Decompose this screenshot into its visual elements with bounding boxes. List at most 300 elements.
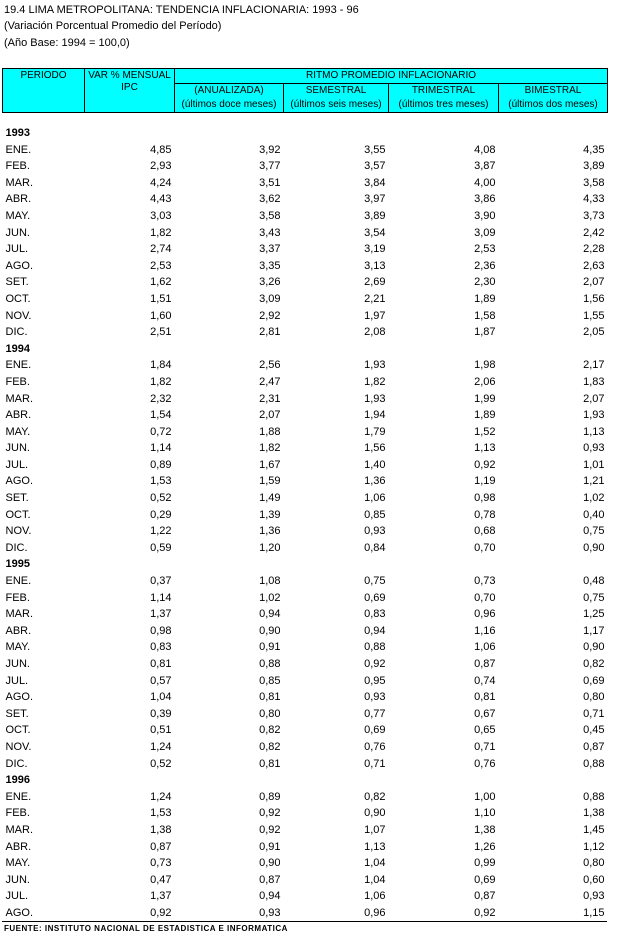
table-row bbox=[3, 208, 608, 225]
value-cell: 1,98 bbox=[474, 359, 496, 372]
value-cell: 2,93 bbox=[150, 160, 172, 173]
table-row bbox=[3, 158, 608, 175]
value-cell: 1,37 bbox=[150, 890, 172, 903]
value-cell: 0,40 bbox=[583, 508, 605, 521]
value-cell: 3,57 bbox=[364, 160, 386, 173]
value-cell: 2,06 bbox=[474, 375, 496, 388]
year-label: 1993 bbox=[5, 127, 30, 139]
value-cell: 0,77 bbox=[364, 707, 386, 720]
value-cell: 1,97 bbox=[364, 309, 386, 322]
value-cell: 0,80 bbox=[259, 707, 281, 720]
value-cell: 2,63 bbox=[583, 259, 605, 272]
value-cell: 3,62 bbox=[259, 193, 281, 206]
value-cell: 1,00 bbox=[474, 790, 496, 803]
header-var-mensual bbox=[85, 69, 175, 113]
value-cell: 3,84 bbox=[364, 176, 386, 189]
value-cell: 0,85 bbox=[259, 674, 281, 687]
value-cell: 1,67 bbox=[259, 458, 281, 471]
value-cell: 0,87 bbox=[259, 873, 281, 886]
table-row bbox=[3, 639, 608, 656]
value-cell: 1,38 bbox=[474, 823, 496, 836]
table-row bbox=[3, 407, 608, 424]
value-cell: 0,88 bbox=[364, 641, 386, 654]
value-cell: 0,89 bbox=[150, 458, 172, 471]
table-row bbox=[3, 656, 608, 673]
value-cell: 1,36 bbox=[364, 475, 386, 488]
value-cell: 0,81 bbox=[474, 691, 496, 704]
value-cell: 0,87 bbox=[474, 658, 496, 670]
value-cell: 1,13 bbox=[583, 425, 605, 438]
month-cell: MAR. bbox=[5, 608, 33, 621]
value-cell: 1,49 bbox=[259, 492, 281, 505]
month-cell: AGO. bbox=[5, 906, 34, 919]
table-row bbox=[3, 888, 608, 905]
month-cell: JUN. bbox=[5, 873, 30, 886]
value-cell: 2,08 bbox=[364, 326, 386, 339]
source-footer: FUENTE: INSTITUTO NACIONAL DE ESTADISTICA E INFORMATICA bbox=[4, 924, 288, 933]
month-cell: SET. bbox=[5, 276, 29, 289]
value-cell: 0,76 bbox=[474, 757, 496, 770]
value-cell: 2,31 bbox=[259, 392, 281, 405]
table-row bbox=[3, 855, 608, 872]
value-cell: 0,60 bbox=[583, 873, 605, 886]
table-row bbox=[3, 805, 608, 822]
value-cell: 0,90 bbox=[259, 624, 281, 637]
table-row bbox=[3, 291, 608, 308]
value-cell: 0,87 bbox=[150, 840, 172, 853]
value-cell: 3,09 bbox=[259, 292, 281, 305]
value-cell: 1,52 bbox=[474, 425, 496, 438]
value-cell: 1,04 bbox=[364, 857, 386, 870]
spacer-row bbox=[3, 113, 608, 126]
month-cell: OCT. bbox=[5, 508, 31, 521]
value-cell: 1,24 bbox=[150, 790, 172, 803]
month-cell: ENE. bbox=[5, 143, 32, 156]
value-cell: 0,82 bbox=[583, 658, 605, 670]
table-row bbox=[3, 191, 608, 208]
value-cell: 0,70 bbox=[474, 591, 496, 604]
value-cell: 3,58 bbox=[583, 176, 605, 189]
value-cell: 1,38 bbox=[583, 807, 605, 820]
value-cell: 0,91 bbox=[259, 840, 281, 853]
value-cell: 0,83 bbox=[150, 641, 172, 654]
value-cell: 1,02 bbox=[259, 591, 281, 604]
value-cell: 0,70 bbox=[474, 541, 496, 554]
table-row bbox=[3, 308, 608, 325]
value-cell: 3,37 bbox=[259, 243, 281, 256]
month-cell: NOV. bbox=[5, 740, 32, 753]
value-cell: 1,53 bbox=[150, 475, 172, 488]
value-cell: 0,81 bbox=[259, 757, 281, 770]
table-row bbox=[3, 839, 608, 856]
value-cell: 0,90 bbox=[364, 807, 386, 820]
value-cell: 1,60 bbox=[150, 309, 172, 322]
value-cell: 1,10 bbox=[474, 807, 496, 820]
value-cell: 0,93 bbox=[583, 442, 605, 455]
value-cell: 0,69 bbox=[364, 591, 386, 604]
value-cell: 0,83 bbox=[364, 608, 386, 621]
month-cell: JUN. bbox=[5, 442, 30, 455]
value-cell: 1,62 bbox=[150, 276, 172, 289]
value-cell: 1,89 bbox=[474, 292, 496, 305]
table-row bbox=[3, 324, 608, 341]
value-cell: 0,69 bbox=[474, 873, 496, 886]
value-cell: 1,51 bbox=[150, 292, 172, 305]
value-cell: 0,92 bbox=[259, 807, 281, 820]
table-row bbox=[3, 490, 608, 507]
value-cell: 1,40 bbox=[364, 458, 386, 471]
value-cell: 3,73 bbox=[583, 209, 605, 222]
value-cell: 0,37 bbox=[150, 575, 172, 588]
header-bimestral-sub: (últimos dos meses) bbox=[499, 98, 608, 113]
value-cell: 1,82 bbox=[259, 442, 281, 455]
value-cell: 0,75 bbox=[583, 525, 605, 538]
value-cell: 0,88 bbox=[259, 658, 281, 670]
value-cell: 2,47 bbox=[259, 375, 281, 388]
value-cell: 1,07 bbox=[364, 823, 386, 836]
value-cell: 0,88 bbox=[583, 790, 605, 803]
value-cell: 0,92 bbox=[474, 906, 496, 919]
month-cell: JUL. bbox=[5, 674, 29, 687]
month-cell: DIC. bbox=[5, 326, 28, 339]
value-cell: 1,21 bbox=[583, 475, 605, 488]
value-cell: 1,55 bbox=[583, 309, 605, 322]
month-cell: AGO. bbox=[5, 691, 34, 704]
value-cell: 0,95 bbox=[364, 674, 386, 687]
month-cell: NOV. bbox=[5, 309, 32, 322]
value-cell: 1,79 bbox=[364, 425, 386, 438]
value-cell: 0,29 bbox=[150, 508, 172, 521]
value-cell: 2,28 bbox=[583, 243, 605, 256]
value-cell: 0,82 bbox=[259, 740, 281, 753]
value-cell: 1,13 bbox=[474, 442, 496, 455]
table-row bbox=[3, 424, 608, 441]
table-title: 19.4 LIMA METROPOLITANA: TENDENCIA INFLACIONARIA: 1993 - 96 bbox=[4, 4, 359, 16]
month-cell: AGO. bbox=[5, 259, 34, 272]
value-cell: 1,93 bbox=[583, 409, 605, 422]
value-cell: 3,55 bbox=[364, 143, 386, 156]
month-cell: ABR. bbox=[5, 840, 32, 853]
value-cell: 3,87 bbox=[474, 160, 496, 173]
value-cell: 0,81 bbox=[150, 658, 172, 670]
table-row bbox=[3, 822, 608, 839]
table-row bbox=[3, 905, 608, 922]
month-cell: MAR. bbox=[5, 823, 33, 836]
value-cell: 1,14 bbox=[150, 591, 172, 604]
value-cell: 0,93 bbox=[364, 691, 386, 704]
value-cell: 4,33 bbox=[583, 193, 605, 206]
value-cell: 0,92 bbox=[259, 823, 281, 836]
value-cell: 1,99 bbox=[474, 392, 496, 405]
header-semestral-sub: (últimos seis meses) bbox=[284, 98, 389, 113]
value-cell: 1,88 bbox=[259, 425, 281, 438]
value-cell: 0,52 bbox=[150, 492, 172, 505]
month-cell: ENE. bbox=[5, 575, 32, 588]
year-row bbox=[3, 341, 608, 358]
year-row bbox=[3, 556, 608, 573]
value-cell: 1,25 bbox=[583, 608, 605, 621]
value-cell: 1,54 bbox=[150, 409, 172, 422]
month-cell: ENE. bbox=[5, 359, 32, 372]
value-cell: 0,74 bbox=[474, 674, 496, 687]
header-semestral: SEMESTRAL bbox=[284, 84, 389, 99]
header-ipc-label: IPC bbox=[121, 82, 138, 93]
month-cell: MAY. bbox=[5, 425, 31, 438]
value-cell: 0,92 bbox=[150, 906, 172, 919]
header-trimestral: TRIMESTRAL bbox=[389, 84, 499, 99]
value-cell: 1,93 bbox=[364, 359, 386, 372]
value-cell: 0,80 bbox=[583, 857, 605, 870]
table-row bbox=[3, 357, 608, 374]
header-var-mensual-label: VAR % MENSUAL bbox=[88, 70, 171, 81]
value-cell: 3,13 bbox=[364, 259, 386, 272]
value-cell: 0,88 bbox=[583, 757, 605, 770]
value-cell: 3,86 bbox=[474, 193, 496, 206]
value-cell: 1,20 bbox=[259, 541, 281, 554]
value-cell: 1,08 bbox=[259, 575, 281, 588]
table-row bbox=[3, 872, 608, 889]
value-cell: 0,75 bbox=[364, 575, 386, 588]
value-cell: 2,51 bbox=[150, 326, 172, 339]
value-cell: 1,12 bbox=[583, 840, 605, 853]
value-cell: 2,21 bbox=[364, 292, 386, 305]
table-row bbox=[3, 606, 608, 623]
table-row bbox=[3, 274, 608, 291]
value-cell: 1,82 bbox=[364, 375, 386, 388]
value-cell: 0,51 bbox=[150, 724, 172, 737]
value-cell: 2,81 bbox=[259, 326, 281, 339]
footer-divider bbox=[2, 921, 607, 922]
value-cell: 3,77 bbox=[259, 160, 281, 173]
base-year-note: (Año Base: 1994 = 100,0) bbox=[4, 37, 130, 49]
value-cell: 1,06 bbox=[364, 492, 386, 505]
value-cell: 2,07 bbox=[259, 409, 281, 422]
year-label: 1996 bbox=[5, 774, 30, 787]
value-cell: 2,05 bbox=[583, 326, 605, 339]
month-cell: DIC. bbox=[5, 541, 28, 554]
value-cell: 1,83 bbox=[583, 375, 605, 388]
value-cell: 2,07 bbox=[583, 392, 605, 405]
value-cell: 1,19 bbox=[474, 475, 496, 488]
table-row bbox=[3, 739, 608, 756]
month-cell: JUL. bbox=[5, 243, 29, 256]
value-cell: 3,19 bbox=[364, 243, 386, 256]
month-cell: DIC. bbox=[5, 757, 28, 770]
value-cell: 2,56 bbox=[259, 359, 281, 372]
value-cell: 0,57 bbox=[150, 674, 172, 687]
value-cell: 3,90 bbox=[474, 209, 496, 222]
table-row bbox=[3, 507, 608, 524]
value-cell: 0,96 bbox=[364, 906, 386, 919]
value-cell: 3,92 bbox=[259, 143, 281, 156]
table-row bbox=[3, 722, 608, 739]
value-cell: 0,75 bbox=[583, 591, 605, 604]
value-cell: 0,59 bbox=[150, 541, 172, 554]
value-cell: 0,91 bbox=[259, 641, 281, 654]
value-cell: 0,68 bbox=[474, 525, 496, 538]
value-cell: 2,42 bbox=[583, 226, 605, 239]
table-row bbox=[3, 540, 608, 557]
value-cell: 3,58 bbox=[259, 209, 281, 222]
month-cell: NOV. bbox=[5, 525, 32, 538]
value-cell: 2,36 bbox=[474, 259, 496, 272]
month-cell: FEB. bbox=[5, 807, 30, 820]
value-cell: 0,71 bbox=[474, 740, 496, 753]
table-row bbox=[3, 225, 608, 242]
value-cell: 3,89 bbox=[364, 209, 386, 222]
table-row bbox=[3, 258, 608, 275]
table-row bbox=[3, 374, 608, 391]
value-cell: 4,43 bbox=[150, 193, 172, 206]
year-label: 1994 bbox=[5, 342, 30, 355]
value-cell: 0,67 bbox=[474, 707, 496, 720]
month-cell: JUN. bbox=[5, 658, 30, 670]
value-cell: 0,87 bbox=[474, 890, 496, 903]
value-cell: 1,13 bbox=[364, 840, 386, 853]
value-cell: 2,53 bbox=[474, 243, 496, 256]
value-cell: 0,94 bbox=[364, 624, 386, 637]
value-cell: 4,24 bbox=[150, 176, 172, 189]
value-cell: 0,90 bbox=[583, 641, 605, 654]
value-cell: 0,47 bbox=[150, 873, 172, 886]
value-cell: 1,56 bbox=[364, 442, 386, 455]
month-cell: ABR. bbox=[5, 193, 32, 206]
value-cell: 1,53 bbox=[150, 807, 172, 820]
month-cell: SET. bbox=[5, 707, 29, 720]
table-body bbox=[3, 113, 608, 922]
table-row bbox=[3, 573, 608, 590]
value-cell: 0,90 bbox=[259, 857, 281, 870]
value-cell: 2,74 bbox=[150, 243, 172, 256]
table-row bbox=[3, 142, 608, 159]
value-cell: 1,45 bbox=[583, 823, 605, 836]
value-cell: 3,03 bbox=[150, 209, 172, 222]
value-cell: 1,15 bbox=[583, 906, 605, 919]
value-cell: 1,06 bbox=[474, 641, 496, 654]
value-cell: 1,37 bbox=[150, 608, 172, 621]
value-cell: 0,96 bbox=[474, 608, 496, 621]
value-cell: 0,85 bbox=[364, 508, 386, 521]
value-cell: 1,14 bbox=[150, 442, 172, 455]
value-cell: 1,04 bbox=[364, 873, 386, 886]
value-cell: 1,87 bbox=[474, 326, 496, 339]
inflation-table bbox=[2, 68, 608, 922]
table-row bbox=[3, 473, 608, 490]
value-cell: 0,45 bbox=[583, 724, 605, 737]
month-cell: OCT. bbox=[5, 724, 31, 737]
value-cell: 4,08 bbox=[474, 143, 496, 156]
value-cell: 1,38 bbox=[150, 823, 172, 836]
value-cell: 3,09 bbox=[474, 226, 496, 239]
value-cell: 1,16 bbox=[474, 624, 496, 637]
value-cell: 1,01 bbox=[583, 458, 605, 471]
header-ritmo: RITMO PROMEDIO INFLACIONARIO bbox=[175, 69, 608, 84]
value-cell: 2,53 bbox=[150, 259, 172, 272]
value-cell: 0,92 bbox=[364, 658, 386, 670]
value-cell: 0,73 bbox=[474, 575, 496, 588]
value-cell: 3,35 bbox=[259, 259, 281, 272]
table-row bbox=[3, 706, 608, 723]
value-cell: 0,82 bbox=[364, 790, 386, 803]
value-cell: 1,82 bbox=[150, 226, 172, 239]
value-cell: 2,32 bbox=[150, 392, 172, 405]
header-anualizada-sub: (últimos doce meses) bbox=[175, 98, 284, 113]
value-cell: 1,56 bbox=[583, 292, 605, 305]
value-cell: 2,07 bbox=[583, 276, 605, 289]
value-cell: 3,51 bbox=[259, 176, 281, 189]
value-cell: 1,26 bbox=[474, 840, 496, 853]
value-cell: 0,98 bbox=[474, 492, 496, 505]
month-cell: JUN. bbox=[5, 226, 30, 239]
value-cell: 0,76 bbox=[364, 740, 386, 753]
value-cell: 0,71 bbox=[583, 707, 605, 720]
month-cell: FEB. bbox=[5, 591, 30, 604]
value-cell: 0,65 bbox=[474, 724, 496, 737]
value-cell: 0,48 bbox=[583, 575, 605, 588]
value-cell: 0,78 bbox=[474, 508, 496, 521]
value-cell: 0,69 bbox=[364, 724, 386, 737]
month-cell: MAY. bbox=[5, 857, 31, 870]
table-row bbox=[3, 673, 608, 690]
value-cell: 0,94 bbox=[259, 608, 281, 621]
header-bimestral: BIMESTRAL bbox=[499, 84, 608, 99]
value-cell: 0,93 bbox=[583, 890, 605, 903]
table-row bbox=[3, 175, 608, 192]
year-row bbox=[3, 772, 608, 789]
month-cell: FEB. bbox=[5, 375, 30, 388]
value-cell: 0,71 bbox=[364, 757, 386, 770]
month-cell: AGO. bbox=[5, 475, 34, 488]
value-cell: 1,39 bbox=[259, 508, 281, 521]
table-header bbox=[3, 69, 608, 113]
month-cell: ABR. bbox=[5, 624, 32, 637]
header-periodo: PERIODO bbox=[3, 69, 85, 113]
month-cell: OCT. bbox=[5, 292, 31, 305]
value-cell: 0,98 bbox=[150, 624, 172, 637]
year-label: 1995 bbox=[5, 558, 30, 571]
month-cell: MAR. bbox=[5, 176, 33, 189]
value-cell: 1,82 bbox=[150, 375, 172, 388]
value-cell: 0,80 bbox=[583, 691, 605, 704]
value-cell: 0,92 bbox=[474, 458, 496, 471]
value-cell: 1,36 bbox=[259, 525, 281, 538]
value-cell: 4,35 bbox=[583, 143, 605, 156]
value-cell: 0,84 bbox=[364, 541, 386, 554]
value-cell: 1,24 bbox=[150, 740, 172, 753]
value-cell: 1,89 bbox=[474, 409, 496, 422]
value-cell: 1,17 bbox=[583, 624, 605, 637]
value-cell: 3,43 bbox=[259, 226, 281, 239]
value-cell: 0,87 bbox=[583, 740, 605, 753]
table-row bbox=[3, 440, 608, 457]
value-cell: 0,93 bbox=[364, 525, 386, 538]
value-cell: 1,59 bbox=[259, 475, 281, 488]
value-cell: 0,73 bbox=[150, 857, 172, 870]
value-cell: 4,00 bbox=[474, 176, 496, 189]
value-cell: 0,89 bbox=[259, 790, 281, 803]
value-cell: 0,82 bbox=[259, 724, 281, 737]
month-cell: FEB. bbox=[5, 160, 30, 173]
header-trimestral-sub: (últimos tres meses) bbox=[389, 98, 499, 113]
value-cell: 1,02 bbox=[583, 492, 605, 505]
month-cell: ABR. bbox=[5, 409, 32, 422]
header-anualizada: (ANUALIZADA) bbox=[175, 84, 284, 99]
value-cell: 1,22 bbox=[150, 525, 172, 538]
value-cell: 3,89 bbox=[583, 160, 605, 173]
value-cell: 2,30 bbox=[474, 276, 496, 289]
month-cell: MAY. bbox=[5, 641, 31, 654]
month-cell: JUL. bbox=[5, 890, 29, 903]
